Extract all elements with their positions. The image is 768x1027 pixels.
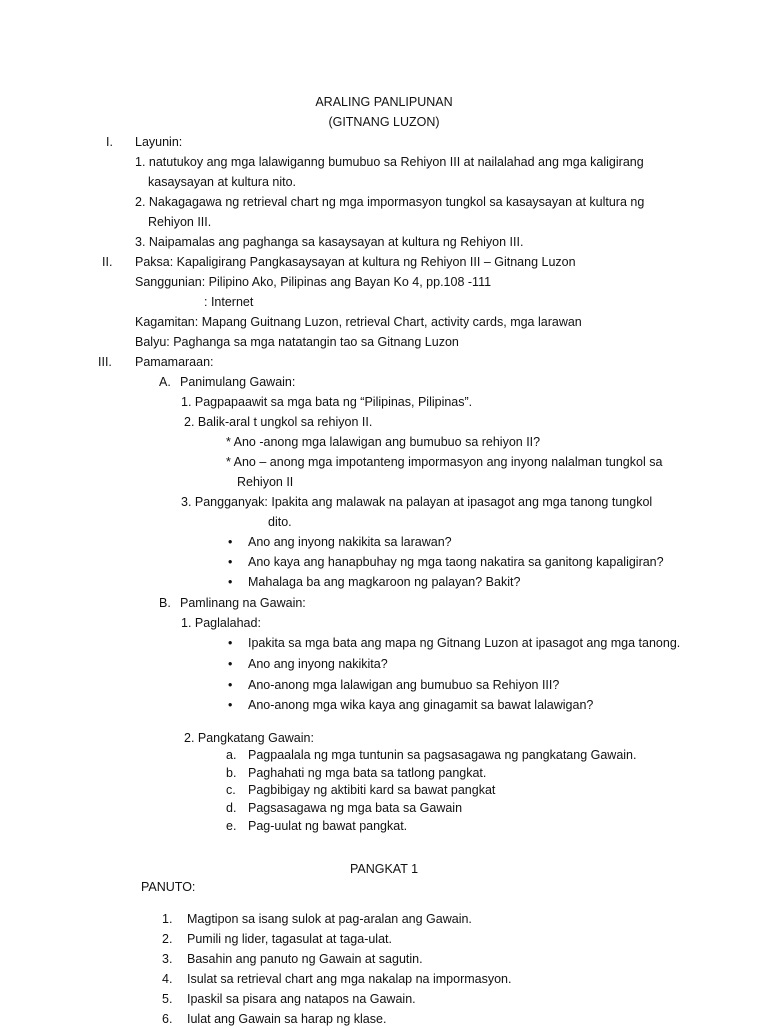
objective-line: kasaysayan at kultura nito. — [148, 175, 296, 189]
instruction-number: 2. — [162, 932, 173, 946]
instruction-item: Basahin ang panuto ng Gawain at sagutin. — [187, 952, 423, 966]
subsection-letter: B. — [159, 596, 171, 610]
balyu-line: Balyu: Paghanga sa mga natatangin tao sa Gitnang Luzon — [135, 335, 459, 349]
group-activity-item: Pagbibigay ng aktibiti kard sa bawat pangkat — [248, 783, 496, 797]
subsection-title-paglinang: Pamlinang na Gawain: — [180, 596, 306, 610]
instructions-heading: PANUTO: — [141, 880, 196, 894]
bullet-icon: • — [228, 575, 233, 589]
group-activity-item: Pagsasagawa ng mga bata sa Gawain — [248, 801, 463, 815]
motivation-question: Mahalaga ba ang magkaroon ng palayan? Bakit? — [248, 575, 521, 589]
group-activity-letter: a. — [226, 748, 237, 762]
section-title-pamamaraan: Pamamaraan: — [135, 355, 214, 369]
subsection-title-panimulang: Panimulang Gawain: — [180, 375, 296, 389]
subsection-letter: A. — [159, 375, 171, 389]
presentation-item: Ano-anong mga wika kaya ang ginagamit sa bawat lalawigan? — [248, 698, 594, 712]
step-line-cont: dito. — [268, 515, 292, 529]
motivation-question: Ano kaya ang hanapbuhay ng mga taong nakatira sa ganitong kapaligiran? — [248, 555, 664, 569]
instruction-number: 6. — [162, 1012, 173, 1026]
group-activity-item: Pag-uulat ng bawat pangkat. — [248, 819, 408, 833]
review-question: * Ano -anong mga lalawigan ang bumubuo sa rehiyon II? — [226, 435, 541, 449]
instruction-number: 1. — [162, 912, 173, 926]
step-line: 1. Paglalahad: — [181, 616, 261, 630]
presentation-item: Ipakita sa mga bata ang mapa ng Gitnang Luzon at ipasagot ang mga tanong. — [248, 636, 681, 650]
instruction-number: 4. — [162, 972, 173, 986]
instruction-item: Iulat ang Gawain sa harap ng klase. — [187, 1012, 387, 1026]
section-title-layunin: Layunin: — [135, 135, 183, 149]
group-activity-letter: d. — [226, 801, 237, 815]
section-number: I. — [106, 135, 113, 149]
document-title: ARALING PANLIPUNAN — [315, 95, 453, 109]
presentation-item: Ano-anong mga lalawigan ang bumubuo sa Rehiyon III? — [248, 678, 560, 692]
section-number: II. — [102, 255, 113, 269]
sanggunian-line: Sanggunian: Pilipino Ako, Pilipinas ang Bayan Ko 4, pp.108 -111 — [135, 275, 492, 289]
bullet-icon: • — [228, 555, 233, 569]
group-activity-letter: b. — [226, 766, 237, 780]
document-subtitle: (GITNANG LUZON) — [328, 115, 440, 129]
group-activity-item: Paghahati ng mga bata sa tatlong pangkat. — [248, 766, 487, 780]
bullet-icon: • — [228, 678, 233, 692]
objective-line: 2. Nakagagawa ng retrieval chart ng mga impormasyon tungkol sa kasaysayan at kultura ng — [135, 195, 645, 209]
internet-line: : Internet — [204, 295, 254, 309]
section-number: III. — [98, 355, 112, 369]
instruction-item: Pumili ng lider, tagasulat at taga-ulat. — [187, 932, 392, 946]
step-line: 1. Pagpapaawit sa mga bata ng “Pilipinas, Pilipinas”. — [181, 395, 473, 409]
paksa-line: Paksa: Kapaligirang Pangkasaysayan at kultura ng Rehiyon III – Gitnang Luzon — [135, 255, 576, 269]
objective-line: 1. natutukoy ang mga lalawiganng bumubuo sa Rehiyon III at nailalahad ang mga kaligirang — [135, 155, 644, 169]
motivation-question: Ano ang inyong nakikita sa larawan? — [248, 535, 452, 549]
objective-line: 3. Naipamalas ang paghanga sa kasaysayan at kultura ng Rehiyon III. — [135, 235, 524, 249]
group-heading: PANGKAT 1 — [349, 862, 419, 876]
instruction-number: 5. — [162, 992, 173, 1006]
review-question: * Ano – anong mga impotanteng impormasyon ang inyong nalalman tungkol sa — [226, 455, 663, 469]
instruction-item: Isulat sa retrieval chart ang mga nakalap na impormasyon. — [187, 972, 512, 986]
group-activity-letter: e. — [226, 819, 237, 833]
kagamitan-line: Kagamitan: Mapang Guitnang Luzon, retrieval Chart, activity cards, mga larawan — [135, 315, 582, 329]
group-activity-letter: c. — [226, 783, 236, 797]
step-line: 2. Balik-aral t ungkol sa rehiyon II. — [184, 415, 373, 429]
step-line: 3. Pangganyak: Ipakita ang malawak na palayan at ipasagot ang mga tanong tungkol — [181, 495, 653, 509]
presentation-item: Ano ang inyong nakikita? — [248, 657, 388, 671]
objective-line: Rehiyon III. — [148, 215, 212, 229]
bullet-icon: • — [228, 636, 233, 650]
bullet-icon: • — [228, 698, 233, 712]
review-question-cont: Rehiyon II — [237, 475, 294, 489]
bullet-icon: • — [228, 657, 233, 671]
bullet-icon: • — [228, 535, 233, 549]
step-line: 2. Pangkatang Gawain: — [184, 731, 314, 745]
instruction-number: 3. — [162, 952, 173, 966]
instruction-item: Ipaskil sa pisara ang natapos na Gawain. — [187, 992, 416, 1006]
instruction-item: Magtipon sa isang sulok at pag-aralan ang Gawain. — [187, 912, 472, 926]
group-activity-item: Pagpaalala ng mga tuntunin sa pagsasagawa ng pangkatang Gawain. — [248, 748, 637, 762]
